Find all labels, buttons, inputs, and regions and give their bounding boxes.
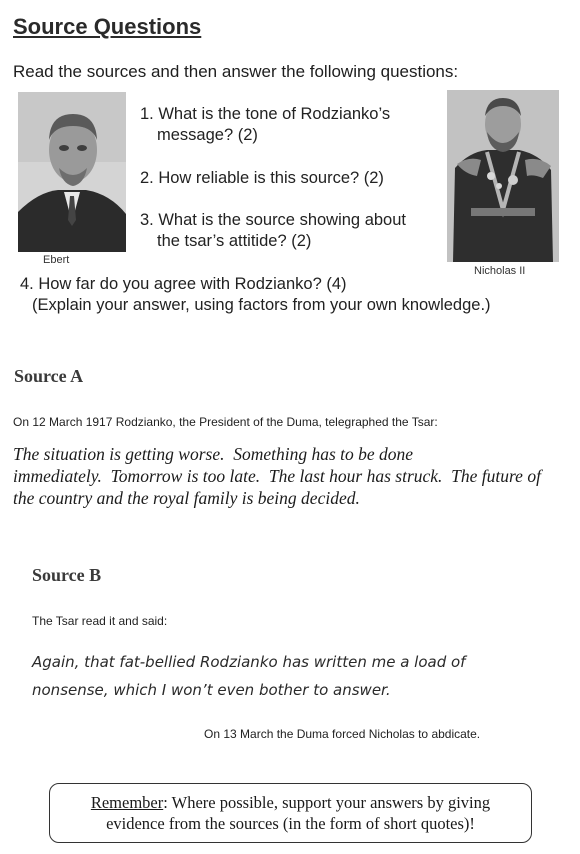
question-4-line2: (Explain your answer, using factors from your own knowledge.) [32,296,491,314]
source-b-quote-line2: nonsense, which I won’t even bother to answer. [32,681,391,699]
source-a-quote-line3: the country and the royal family is being decided. [13,488,360,508]
remember-label: Remember [90,793,164,812]
question-4-line1: 4. How far do you agree with Rodzianko? (4) [20,275,347,293]
nicholas-photo [447,90,559,262]
remember-line1-text: : Where possible, support your answers by giving [163,793,491,812]
question-4 [20,274,560,316]
closing-note: On 13 March the Duma forced Nicholas to abdicate. [204,727,481,741]
question-1 [140,104,440,146]
question-3-line1: 3. What is the source showing about [140,211,406,229]
source-a-heading: Source A [14,366,84,386]
source-a-intro: On 12 March 1917 Rodzianko, the President of the Duma, telegraphed the Tsar: [13,415,438,429]
source-a-quote-line2: immediately. Tomorrow is too late. The last hour has struck. The future of [13,466,541,486]
source-b-intro: The Tsar read it and said: [32,614,168,628]
source-b-heading: Source B [32,565,102,585]
page-title: Source Questions [13,14,202,39]
question-2: 2. How reliable is this source? (2) [140,169,384,187]
source-b-quote-line1: Again, that fat-bellied Rodzianko has written me a load of [32,653,466,671]
source-b-quote [32,648,562,704]
question-1-line1: 1. What is the tone of Rodzianko’s [140,105,391,123]
question-3 [140,210,440,252]
source-a-quote-line1: The situation is getting worse. Something has to be done [13,444,414,464]
nicholas-caption: Nicholas II [474,265,526,277]
source-a-quote [13,443,573,509]
remember-line1 [50,792,531,813]
remember-box [49,783,532,843]
question-1-line2: message? (2) [157,126,258,144]
remember-line2: evidence from the sources (in the form of short quotes)! [106,814,475,833]
instructions: Read the sources and then answer the following questions: [13,62,459,81]
question-3-line2: the tsar’s attitide? (2) [157,232,312,250]
ebert-photo [18,92,126,252]
ebert-caption: Ebert [43,254,70,266]
